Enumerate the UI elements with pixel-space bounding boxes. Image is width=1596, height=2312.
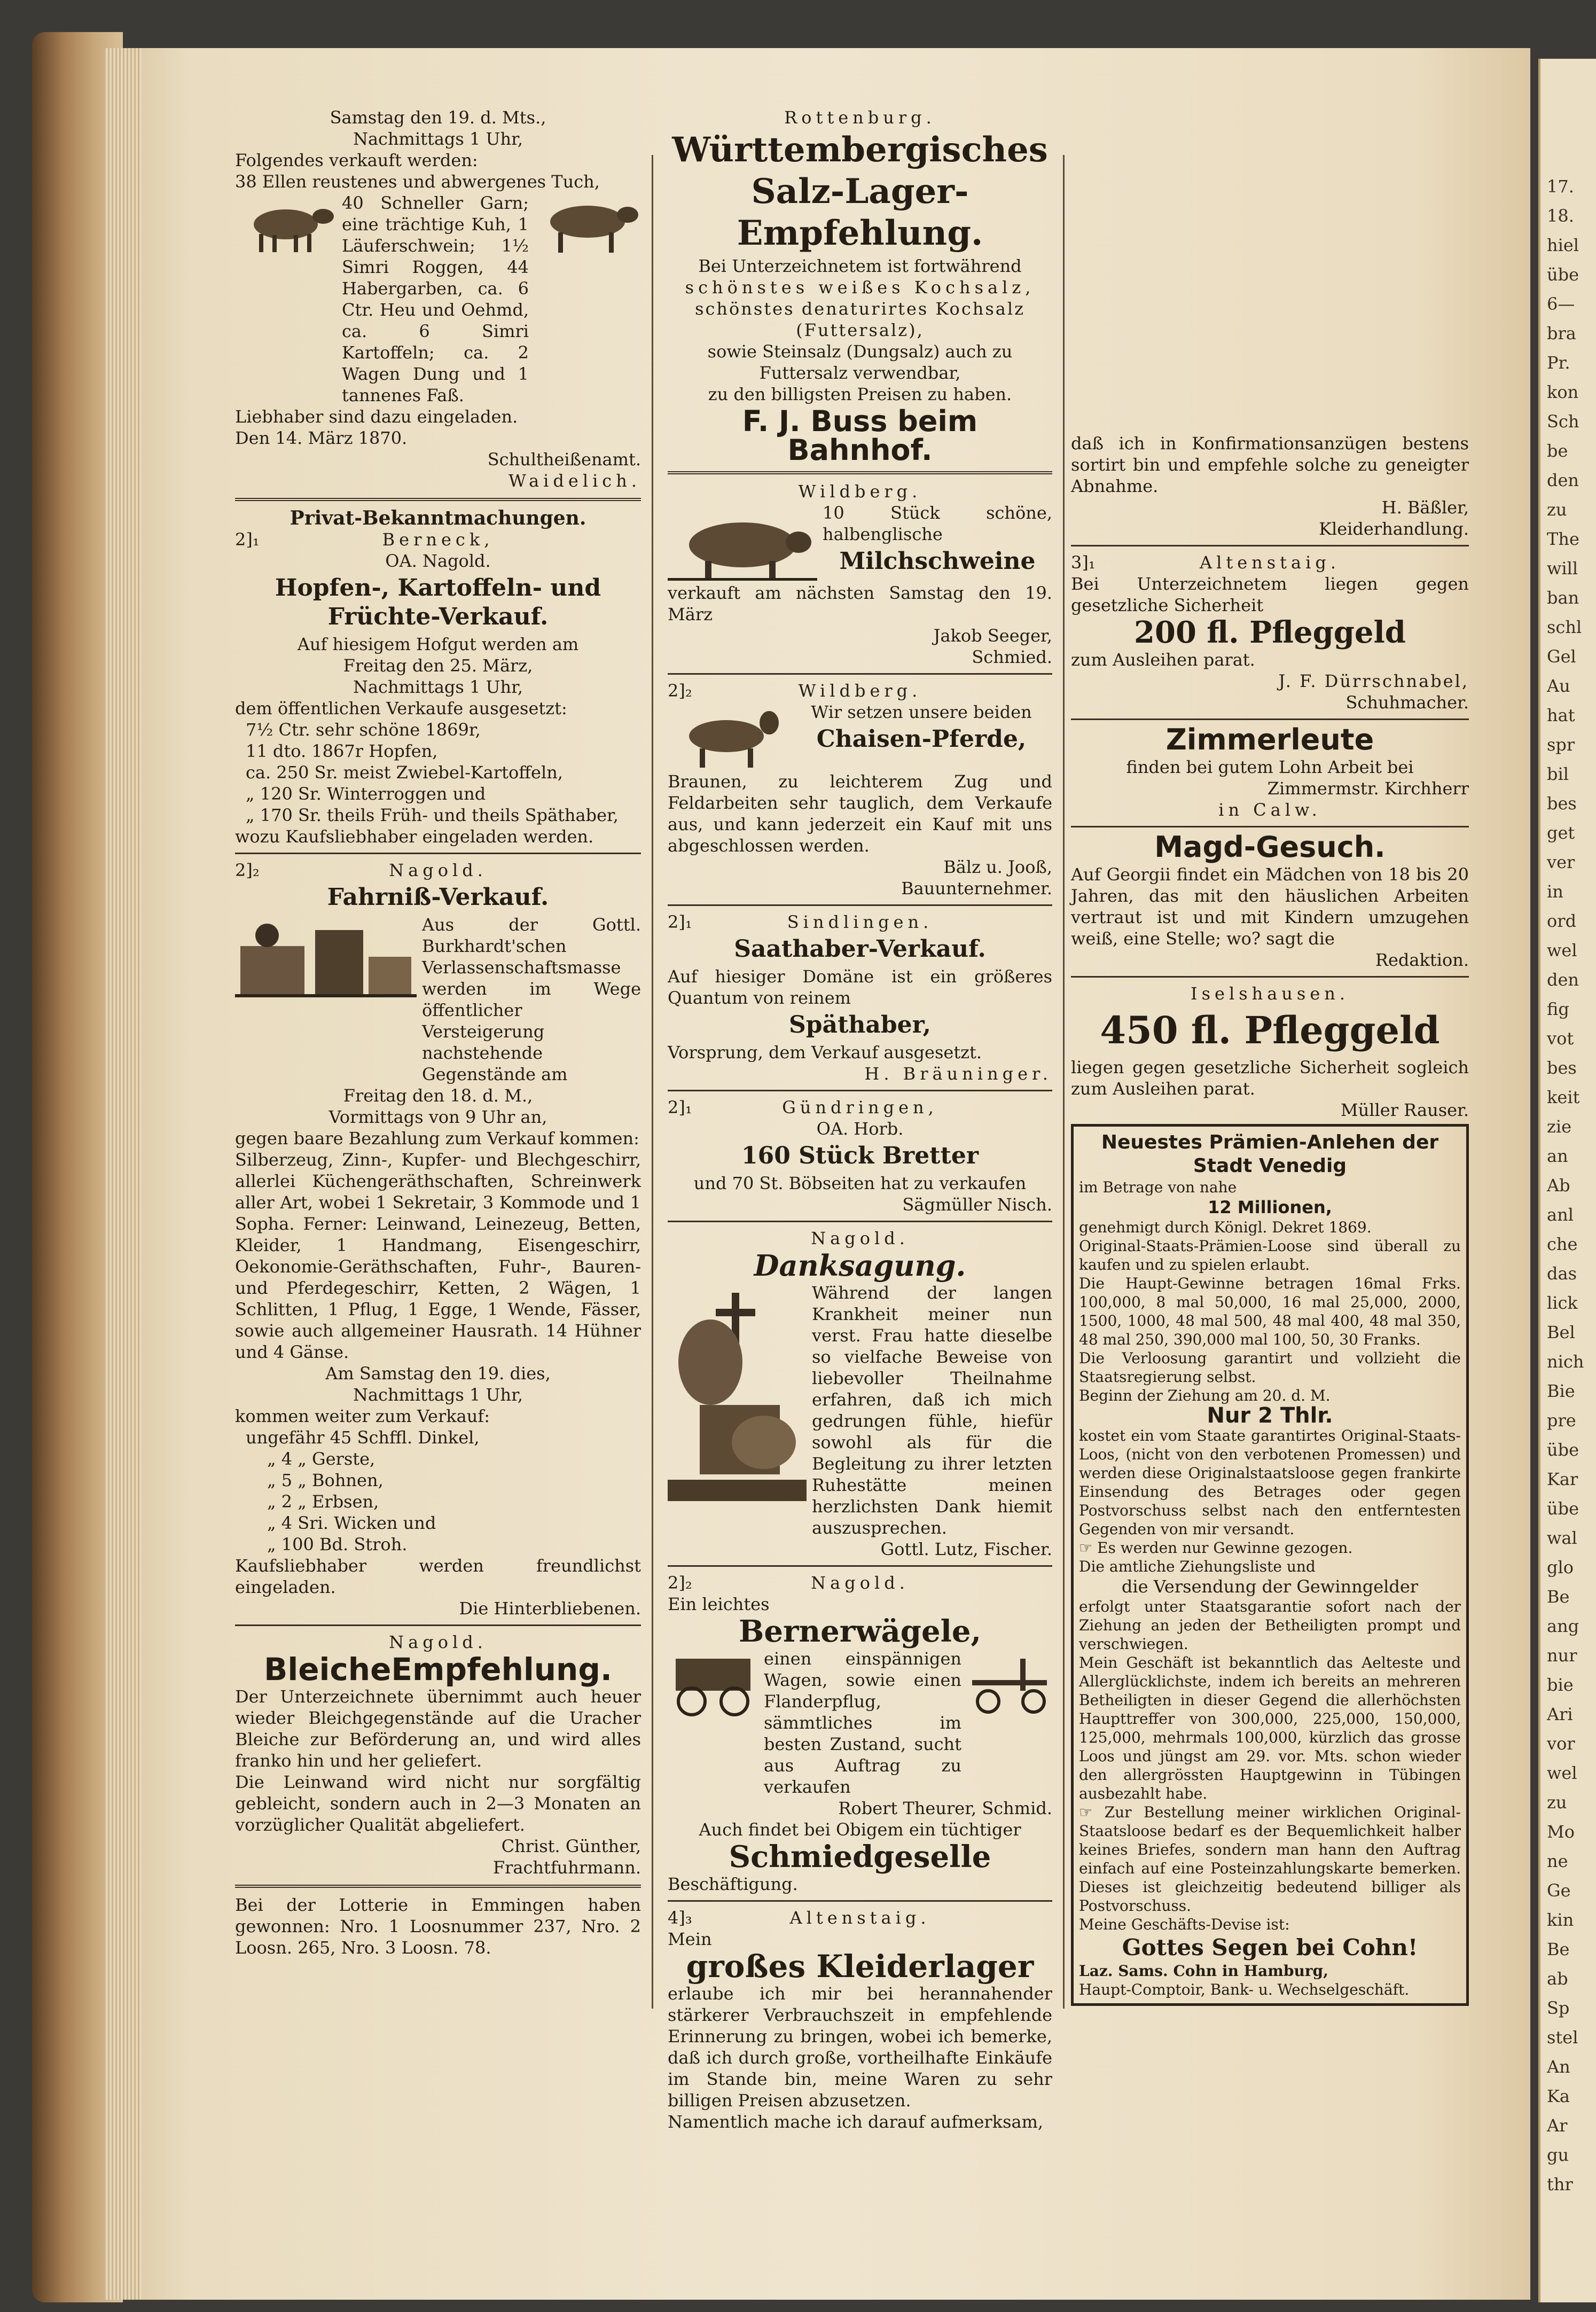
- plough-illustration: [967, 1648, 1052, 1717]
- column-1: [235, 107, 641, 2009]
- ad-list-item: „ 2 „ Erbsen,: [267, 1491, 379, 1512]
- edge-text-fragment: 18.: [1547, 206, 1574, 226]
- divider: [1071, 826, 1469, 827]
- ad-list-item: „ 4 „ Gerste,: [267, 1449, 375, 1469]
- edge-text-fragment: Mo: [1547, 1822, 1575, 1842]
- edge-text-fragment: Kar: [1547, 1469, 1578, 1489]
- ad-place: Nagold.: [389, 1632, 487, 1652]
- ad-text: Freitag den 18. d. M.,: [343, 1085, 533, 1106]
- ad-text: Beginn der Ziehung am 20. d. M.: [1079, 1387, 1331, 1404]
- ad-text: Beschäftigung.: [668, 1874, 798, 1894]
- edge-text-fragment: be: [1547, 441, 1568, 461]
- column-rule-2: [1063, 155, 1065, 2009]
- ad-signature: Redaktion.: [1375, 950, 1469, 970]
- ad-place: OA. Horb.: [816, 1119, 904, 1139]
- ad-text: im Betrage von nahe: [1079, 1178, 1237, 1196]
- ad-text: Auf hiesiger Domäne ist ein größeres Quantum von reinem: [668, 966, 1052, 1008]
- divider: [1071, 976, 1469, 978]
- edge-text-fragment: bra: [1547, 323, 1576, 343]
- notice-text: 40 Schneller Garn; eine trächtige Kuh, 1 Läuferschwein; 1½ Simri Roggen, 44 Habergarben, ca. 6 Ctr. Heu und Oehmd, ca. 6 Simri Kartoffeln; ca. 2 Wagen Dung und 1 tannenes Faß.: [342, 193, 529, 405]
- edge-text-fragment: bie: [1547, 1675, 1574, 1695]
- ad-text: Die Leinwand wird nicht nur sorgfältig gebleicht, sondern auch in 2—3 Monaten an vorzüglicher Qualität abgeliefert.: [235, 1772, 641, 1835]
- ad-heading: Nur 2 Thlr.: [1207, 1403, 1333, 1428]
- ad-text: Mein: [668, 1929, 712, 1949]
- ad-signature: Kleiderhandlung.: [1319, 519, 1469, 539]
- ad-heading: Württembergisches Salz-Lager-Empfehlung.: [672, 130, 1048, 253]
- divider: [235, 1624, 641, 1626]
- ad-heading: 450 fl. Pfleggeld: [1100, 1008, 1440, 1052]
- edge-text-fragment: keit: [1547, 1087, 1580, 1107]
- edge-text-fragment: ab: [1547, 1969, 1568, 1989]
- edge-text-fragment: lick: [1547, 1293, 1578, 1313]
- edge-text-fragment: zu: [1547, 499, 1567, 520]
- ad-signature: Sägmüller Nisch.: [902, 1194, 1052, 1215]
- ad-text: Der Unterzeichnete übernimmt auch heuer wieder Bleichgegenstände auf die Uracher Bleiche zur Beförderung an, und wird alles franko hin und her geliefert.: [235, 1686, 641, 1771]
- edge-text-fragment: übe: [1547, 1440, 1579, 1460]
- column-3: [1071, 107, 1469, 2009]
- edge-text-fragment: wel: [1547, 940, 1577, 960]
- section-title: Privat-Bekanntmachungen.: [290, 507, 586, 529]
- column-2: [668, 107, 1052, 2132]
- edge-text-fragment: zu: [1547, 1792, 1567, 1813]
- ad-place: Wildberg.: [798, 481, 922, 502]
- ad-with-illustration: [668, 502, 1052, 582]
- ad-heading: Milchschweine: [839, 548, 1036, 575]
- ad-signature: Jakob Seeger,: [933, 626, 1052, 646]
- ad-with-illustration: [235, 914, 641, 1085]
- ad-number: 2]₁: [668, 912, 692, 932]
- notice-text: Folgendes verkauft werden:: [235, 150, 478, 170]
- edge-text-fragment: pre: [1547, 1410, 1576, 1431]
- ad-place: Nagold.: [811, 1573, 909, 1593]
- ad-text: Wir setzen unsere beiden: [811, 702, 1032, 722]
- ad-signature: Zimmermstr. Kirchherr: [1267, 778, 1469, 799]
- ad-text: daß ich in Konfirmationsanzügen bestens sortirt bin und empfehle solche zu geneigter Abnahme.: [1071, 433, 1469, 496]
- edge-text-fragment: schl: [1547, 617, 1582, 637]
- pig-illustration: [668, 502, 817, 582]
- edge-text-fragment: spr: [1547, 735, 1575, 755]
- ad-text: Vorsprung, dem Verkauf ausgesetzt.: [668, 1042, 982, 1063]
- divider: [235, 1885, 641, 1888]
- ad-text: verkauft am nächsten Samstag den 19. März: [668, 583, 1052, 624]
- edge-text-fragment: will: [1547, 558, 1578, 579]
- ad-number: 2]₂: [668, 1573, 692, 1593]
- ad-heading: Schmiedgeselle: [729, 1839, 991, 1874]
- edge-text-fragment: hiel: [1547, 235, 1579, 255]
- ad-text: Die Verloosung garantirt und vollzieht die Staatsregierung selbst.: [1079, 1349, 1461, 1386]
- ad-text: Vormittags von 9 Uhr an,: [328, 1107, 547, 1127]
- edge-text-fragment: bes: [1547, 1058, 1577, 1078]
- ad-text: schönstes denaturirtes Kochsalz (Futtersalz),: [695, 299, 1025, 340]
- ad-text: Am Samstag den 19. dies,: [325, 1363, 551, 1384]
- ad-text: kommen weiter zum Verkauf:: [235, 1406, 490, 1426]
- ad-place: Altenstaig.: [789, 1908, 930, 1928]
- edge-text-fragment: den: [1547, 970, 1579, 990]
- ad-signature: Die Hinterbliebenen.: [459, 1598, 641, 1619]
- ad-signature: Frachtfuhrmann.: [492, 1857, 641, 1878]
- ad-list-item: 7½ Ctr. sehr schöne 1869r,: [246, 720, 481, 740]
- edge-text-fragment: An: [1547, 2057, 1570, 2077]
- ad-place: Berneck,: [382, 529, 494, 550]
- divider: [668, 673, 1052, 675]
- ad-number: 2]₂: [668, 681, 692, 701]
- ad-signature: Bälz u. Jooß,: [943, 857, 1052, 877]
- divider: [1071, 718, 1469, 720]
- ad-text: Auf hiesigem Hofgut werden am: [297, 634, 579, 654]
- ad-heading: Danksagung.: [754, 1248, 966, 1283]
- ad-list-item: „ 100 Bd. Stroh.: [267, 1534, 408, 1555]
- ad-place: Nagold.: [811, 1228, 909, 1248]
- notice-date: Den 14. März 1870.: [235, 428, 408, 448]
- ad-signature: H. Bäßler,: [1381, 497, 1469, 518]
- lottery-advertisement: [1071, 1124, 1469, 2006]
- ad-text: einen einspännigen Wagen, sowie einen Flanderpflug, sämmtliches im besten Zustand, sucht aus Auftrag zu verkaufen: [764, 1649, 961, 1797]
- edge-text-fragment: übe: [1547, 264, 1579, 285]
- edge-text-fragment: vot: [1547, 1028, 1574, 1049]
- pointing-hand-icon: ☞: [1079, 1803, 1093, 1821]
- ad-heading: Hopfen-, Kartoffeln- und Früchte-Verkauf.: [275, 574, 601, 630]
- notice-text: Liebhaber sind dazu eingeladen.: [235, 407, 518, 427]
- ad-text: die Versendung der Gewinngelder: [1121, 1576, 1419, 1597]
- divider: [668, 471, 1052, 474]
- ad-list-item: „ 170 Sr. theils Früh- und theils Späthaber,: [246, 805, 619, 825]
- ad-signature: Schmied.: [972, 647, 1052, 667]
- edge-text-fragment: bes: [1547, 793, 1577, 814]
- edge-text-fragment: 17.: [1547, 176, 1574, 197]
- cattle-illustration: [534, 192, 641, 256]
- divider: [235, 498, 641, 501]
- ad-number: 2]₂: [235, 860, 260, 880]
- edge-text-fragment: 6—: [1547, 294, 1575, 314]
- edge-text-fragment: Ari: [1547, 1704, 1573, 1724]
- ad-text: Freitag den 25. März,: [343, 655, 533, 676]
- notice-date: Samstag den 19. d. Mts.,: [330, 107, 546, 128]
- divider: [1071, 545, 1469, 546]
- ad-with-illustration: [668, 1648, 1052, 1798]
- ad-heading: Gottes Segen bei Cohn!: [1122, 1934, 1418, 1960]
- divider: [668, 1090, 1052, 1091]
- edge-text-fragment: stel: [1547, 2027, 1578, 2048]
- edge-text-fragment: wel: [1547, 1763, 1577, 1783]
- ad-heading: Magd-Gesuch.: [1154, 830, 1386, 864]
- ad-signature: Gottl. Lutz, Fischer.: [880, 1539, 1052, 1559]
- ad-signature: Christ. Günther,: [501, 1836, 641, 1856]
- ad-text: Kaufsliebhaber werden freundlichst eingeladen.: [235, 1556, 641, 1597]
- ad-text: Namentlich mache ich darauf aufmerksam,: [668, 2112, 1044, 2132]
- ad-signature: Bauunternehmer.: [901, 878, 1052, 899]
- ad-heading: BleicheEmpfehlung.: [264, 1651, 612, 1688]
- ad-signature: H. Bräuninger.: [864, 1064, 1052, 1084]
- ad-heading: Zimmerleute: [1165, 723, 1374, 756]
- edge-text-fragment: Ab: [1547, 1175, 1570, 1196]
- ad-heading: Chaisen-Pferde,: [816, 725, 1027, 753]
- ad-text: Original-Staats-Prämien-Loose sind überall zu kaufen und zu spielen erlaubt.: [1079, 1237, 1461, 1274]
- ad-number: 3]₁: [1071, 552, 1096, 573]
- ad-signature: Robert Theurer, Schmid.: [838, 1798, 1052, 1818]
- ad-text: Mein Geschäft ist bekanntlich das Aelteste und Allerglücklichste, indem ich bereits an mehreren Betheiligten in dieser Gegend die allerhöchsten Haupttreffer von 300,000, 225,000, 150,000, 125,000, mehrmals 100,000, kürzlich das grosse Loos und jüngst am 29. vor. Mts. schon wieder den allergrössten Hauptgewinn in Tübingen ausbezahlt habe.: [1079, 1654, 1461, 1802]
- ad-place: Wildberg.: [798, 681, 922, 701]
- ad-text: erfolgt unter Staatsgarantie sofort nach der Ziehung an jeden der Betheiligten prompt und verschwiegen.: [1079, 1598, 1461, 1653]
- notice-text: 38 Ellen reustenes und abwergenes Tuch,: [235, 171, 600, 192]
- ad-list-item: ungefähr 45 Schffl. Dinkel,: [246, 1427, 480, 1448]
- ad-text: erlaube ich mir bei herannahender stärkerer Verbrauchszeit in empfehlende Erinnerung zu bringen, wobei ich bemerke, daß ich durch große, vortheilhafte Einkäufe im Stande bin, meine Waren zu sehr billigen Preisen abzusetzen.: [668, 1983, 1052, 2111]
- edge-text-fragment: che: [1547, 1234, 1578, 1254]
- edge-text-fragment: kin: [1547, 1910, 1574, 1930]
- edge-text-fragment: Ka: [1547, 2086, 1570, 2106]
- edge-text-fragment: wal: [1547, 1528, 1577, 1548]
- ad-text: Aus der Gottl. Burkhardt'schen Verlassenschaftsmasse werden im Wege öffentlicher Versteigerung nachstehende Gegenstände am: [422, 915, 641, 1084]
- cow-illustration: [235, 192, 337, 256]
- edge-text-fragment: ver: [1547, 852, 1575, 872]
- ad-with-illustration: [668, 701, 1052, 771]
- ad-heading: 200 fl. Pfleggeld: [1134, 615, 1406, 650]
- ad-signature: Haupt-Comptoir, Bank- u. Wechselgeschäft.: [1079, 1981, 1410, 1998]
- edge-text-fragment: fig: [1547, 999, 1569, 1019]
- signature-office: Schultheißenamt.: [487, 449, 641, 470]
- edge-text-fragment: anl: [1547, 1205, 1574, 1225]
- edge-text-fragment: Be: [1547, 1939, 1570, 1959]
- edge-text-fragment: ne: [1547, 1851, 1568, 1871]
- ad-text: liegen gegen gesetzliche Sicherheit sogleich zum Ausleihen parat.: [1071, 1057, 1469, 1099]
- ad-text: Auf Georgii findet ein Mädchen von 18 bis 20 Jahren, das mit den häuslichen Arbeiten vertraut ist und mit Kindern umzugehen weiß, eine Stelle; wo? sagt die: [1071, 864, 1469, 949]
- edge-text-fragment: bil: [1547, 764, 1569, 784]
- ad-number: 2]₁: [668, 1097, 692, 1118]
- divider: [668, 1900, 1052, 1902]
- edge-text-fragment: vor: [1547, 1733, 1575, 1754]
- ad-list-item: „ 5 „ Bohnen,: [267, 1470, 384, 1490]
- edge-text-fragment: Au: [1547, 676, 1570, 696]
- ad-text: Braunen, zu leichterem Zug und Feldarbeiten sehr tauglich, dem Verkaufe aus, und kann jederzeit ein Kauf mit uns abgeschlossen werden.: [668, 771, 1052, 856]
- ad-list-item: ca. 250 Sr. meist Zwiebel-Kartoffeln,: [246, 762, 563, 783]
- edge-text-fragment: Be: [1547, 1587, 1570, 1607]
- ad-heading: Späthaber,: [789, 1011, 931, 1038]
- ad-list-item: 11 dto. 1867r Hopfen,: [246, 741, 438, 761]
- edge-text-fragment: ord: [1547, 911, 1577, 931]
- ad-heading: 12 Millionen,: [1208, 1197, 1332, 1217]
- notice-time: Nachmittags 1 Uhr,: [353, 129, 523, 149]
- ad-place: Gündringen,: [782, 1097, 938, 1118]
- edge-text-fragment: nich: [1547, 1352, 1584, 1372]
- edge-text-fragment: The: [1547, 529, 1579, 549]
- edge-text-fragment: ban: [1547, 588, 1579, 608]
- adjacent-page-edge: [1538, 59, 1596, 2302]
- ad-heading: 160 Stück Bretter: [741, 1142, 979, 1169]
- edge-text-fragment: an: [1547, 1146, 1568, 1166]
- divider: [668, 904, 1052, 906]
- pointing-hand-line: [1079, 1538, 1461, 1557]
- ad-text: Die Haupt-Gewinne betragen 16mal Frks. 100,000, 8 mal 50,000, 16 mal 25,000, 2000, 1500, 1000, 48 mal 500, 48 mal 400, 48 mal 350, 48 mal 250, 390,000 mal 100, 50, 30 Franks.: [1079, 1275, 1461, 1348]
- ad-text: wozu Kaufsliebhaber eingeladen werden.: [235, 826, 594, 847]
- edge-text-fragment: get: [1547, 823, 1575, 843]
- ad-list-item: „ 4 Sri. Wicken und: [267, 1513, 436, 1533]
- edge-text-fragment: Sch: [1547, 411, 1579, 432]
- ad-signature: J. F. Dürrschnabel,: [1278, 671, 1469, 691]
- ad-place: Sindlingen.: [787, 912, 933, 932]
- divider: [668, 1565, 1052, 1567]
- ad-number: 4]₃: [668, 1908, 692, 1928]
- ad-heading: großes Kleiderlager: [686, 1948, 1034, 1985]
- ad-heading: Saathaber-Verkauf.: [734, 935, 986, 963]
- pointing-hand-paragraph: [1079, 1803, 1461, 1915]
- edge-text-fragment: in: [1547, 881, 1563, 902]
- ad-text: 10 Stück schöne, halbenglische: [823, 503, 1052, 544]
- carriage-illustration: [668, 1648, 758, 1717]
- column-rule-1: [652, 155, 653, 2009]
- ad-place: Iselshausen.: [1190, 983, 1350, 1004]
- ad-heading: Neuestes Prämien-Anlehen der Stadt Venedig: [1101, 1131, 1439, 1177]
- ad-text: Ein leichtes: [668, 1594, 770, 1614]
- edge-text-fragment: Ar: [1547, 2115, 1568, 2136]
- ad-place: OA. Nagold.: [385, 551, 491, 571]
- horse-illustration: [668, 701, 785, 771]
- ad-text: finden bei gutem Lohn Arbeit bei: [1126, 757, 1414, 777]
- ad-text: Meine Geschäfts-Devise ist:: [1079, 1916, 1290, 1933]
- ad-text: genehmigt durch Königl. Dekret 1869.: [1079, 1219, 1372, 1236]
- pointing-hand-icon: ☞: [1079, 1539, 1093, 1557]
- edge-text-fragment: thr: [1547, 2174, 1573, 2194]
- edge-text-fragment: glo: [1547, 1557, 1574, 1577]
- ad-list-item: „ 120 Sr. Winterroggen und: [246, 784, 486, 804]
- grave-cross-illustration: [668, 1282, 807, 1512]
- ad-text: kostet ein vom Staate garantirtes Original-Staats-Loos, (nicht von den verbotenen Promessen) und werden diese Originalstaatsloose gegen frankirte Einsendung des Betrages oder gegen Postvorschuss selbst nach den entferntesten Gegenden von mir versandt.: [1079, 1427, 1461, 1538]
- edge-text-fragment: übe: [1547, 1498, 1579, 1519]
- edge-text-fragment: Sp: [1547, 1998, 1570, 2018]
- ad-signature: in Calw.: [1218, 800, 1321, 820]
- edge-text-fragment: kon: [1547, 382, 1579, 402]
- ad-text: schönstes weißes Kochsalz,: [685, 277, 1035, 298]
- ad-text: und 70 St. Böbseiten hat zu verkaufen: [693, 1173, 1027, 1193]
- edge-text-fragment: gu: [1547, 2145, 1569, 2165]
- household-goods-illustration: [235, 914, 417, 1005]
- ad-text: gegen baare Bezahlung zum Verkauf kommen:: [235, 1128, 639, 1149]
- ad-text: Bei Unterzeichnetem ist fortwährend: [698, 256, 1022, 276]
- ad-signature: Müller Rauser.: [1340, 1100, 1469, 1120]
- ad-text: Es werden nur Gewinne gezogen.: [1097, 1539, 1353, 1557]
- ad-place: Altenstaig.: [1200, 552, 1340, 573]
- edge-text-fragment: Pr.: [1547, 353, 1570, 373]
- ad-place: Nagold.: [389, 860, 487, 880]
- signature-name: Waidelich.: [508, 471, 641, 491]
- ad-text: zum Ausleihen parat.: [1071, 650, 1255, 670]
- edge-text-fragment: Gel: [1547, 646, 1576, 667]
- ad-text: Auch findet bei Obigem ein tüchtiger: [699, 1819, 1021, 1840]
- ad-signature: Schuhmacher.: [1345, 692, 1469, 713]
- edge-text-fragment: ang: [1547, 1616, 1579, 1636]
- ad-signature: Laz. Sams. Cohn in Hamburg,: [1079, 1962, 1328, 1980]
- ad-heading: Fahrniß-Verkauf.: [327, 884, 549, 911]
- edge-text-fragment: Bel: [1547, 1322, 1575, 1342]
- edge-text-fragment: hat: [1547, 705, 1575, 725]
- ad-text: Nachmittags 1 Uhr,: [353, 677, 523, 697]
- ad-number: 2]₁: [235, 529, 260, 550]
- ad-heading: Bernerwägele,: [739, 1614, 981, 1649]
- ad-text: dem öffentlichen Verkaufe ausgesetzt:: [235, 698, 567, 718]
- edge-text-fragment: nur: [1547, 1645, 1577, 1666]
- ad-with-illustration: [668, 1282, 1052, 1538]
- lottery-notice: Bei der Lotterie in Emmingen haben gewonnen: Nro. 1 Loosnummer 237, Nro. 2 Loosn. 265, Nro. 3 Loosn. 78.: [235, 1895, 641, 1958]
- notice-with-animals: [235, 192, 641, 406]
- ad-text: sowie Steinsalz (Dungsalz) auch zu Futtersalz verwendbar,: [707, 341, 1013, 383]
- ad-text: Zur Bestellung meiner wirklichen Original-Staatsloose bedarf es der Bequemlichkeit halber keines Briefes, sondern man hann den Auftrag einfach auf eine Posteinzahlungskarte bemerken. Dieses ist gleichzeitig bedeutend billiger als Postvorschuss.: [1079, 1803, 1461, 1915]
- edge-text-fragment: Bie: [1547, 1381, 1575, 1401]
- edge-text-fragment: den: [1547, 470, 1579, 490]
- edge-text-fragment: zie: [1547, 1116, 1572, 1137]
- edge-text-fragment: Ge: [1547, 1880, 1571, 1901]
- edge-text-fragment: das: [1547, 1263, 1577, 1284]
- ad-text: Nachmittags 1 Uhr,: [353, 1385, 523, 1405]
- ad-text: Silberzeug, Zinn-, Kupfer- und Blechgeschirr, allerlei Küchengeräthschaften, Schreinwerk aller Art, wobei 1 Sekretair, 3 Kommode und 1 Sopha. Ferner: Leinwand, Leinezeug, Betten, Kleider, 1 Handmang, Eisengeschirr, Oekonomie-Geräthschaften, Fuhr-, Bauren- und Pferdegeschirr, Ketten, 2 Wägen, 1 Schlitten, 1 Pflug, 1 Egge, 1 Wende, Fässer, sowie auch allgemeiner Hausrath. 14 Hühner und 4 Gänse.: [235, 1150, 641, 1362]
- ad-text: Bei Unterzeichnetem liegen gegen gesetzliche Sicherheit: [1071, 574, 1469, 615]
- ad-text: Während der langen Krankheit meiner nun verst. Frau hatte dieselbe so vielfache Beweise von liebevoller Theilnahme erfahren, daß ich mich gedrungen fühle, hiefür sowohl als für die Begleitung zu ihrer letzten Ruhestätte meinen herzlichsten Dank hiemit auszusprechen.: [812, 1283, 1052, 1538]
- divider: [235, 853, 641, 854]
- ad-place: Rottenburg.: [784, 107, 936, 128]
- ad-heading: F. J. Buss beim Bahnhof.: [742, 404, 978, 467]
- divider: [668, 1221, 1052, 1222]
- ad-text: Die amtliche Ziehungsliste und: [1079, 1558, 1316, 1575]
- ad-text: zu den billigsten Preisen zu haben.: [708, 384, 1012, 404]
